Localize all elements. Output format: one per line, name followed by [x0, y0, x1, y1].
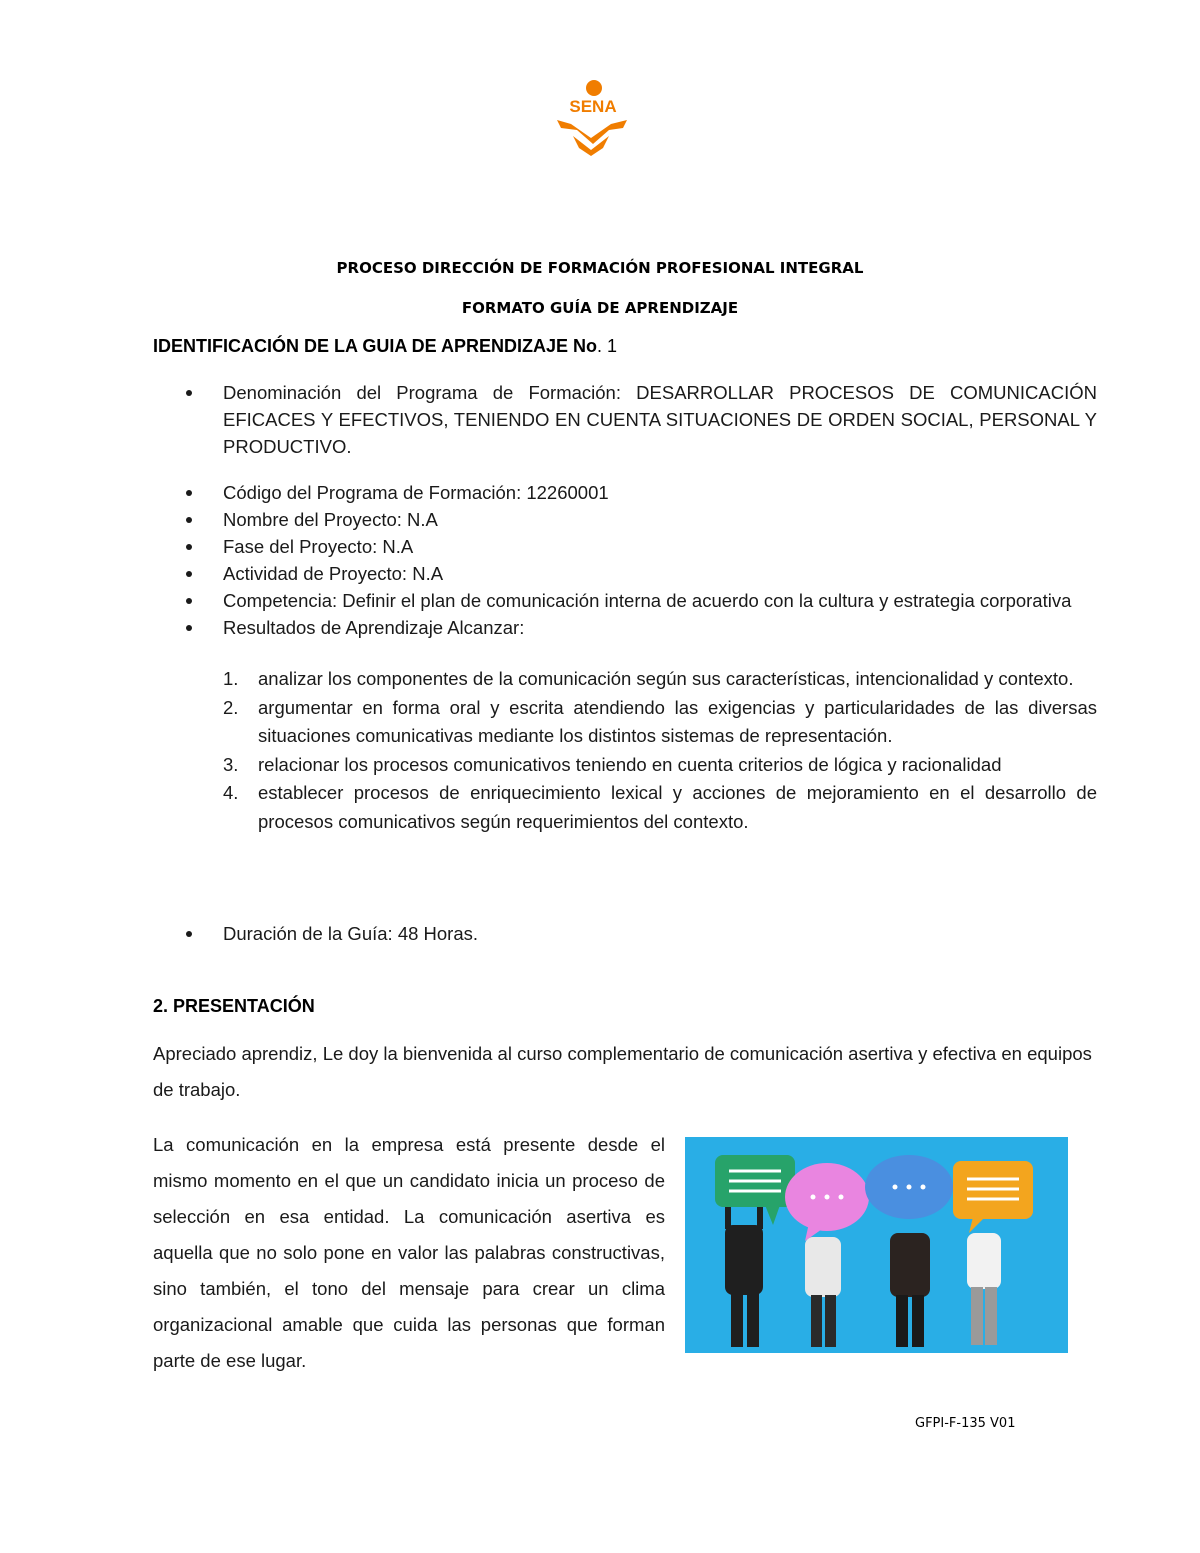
duration-item: Duración de la Guía: 48 Horas.	[153, 920, 1097, 947]
program-name-item: Denominación del Programa de Formación: DESARROLLAR PROCESOS DE COMUNICACIÓN EFICACES Y EFECTIVOS, TENIENDO EN CUENTA SITUACIONES DE ORDEN SOCIAL, PERSONAL Y PRODUCTIVO.	[153, 379, 1097, 460]
competence-item: Competencia: Definir el plan de comunicación interna de acuerdo con la cultura y estrategia corporativa	[153, 587, 1097, 614]
project-info-list	[153, 479, 1097, 641]
project-name-item: Nombre del Proyecto: N.A	[153, 506, 1097, 533]
project-phase-item: Fase del Proyecto: N.A	[153, 533, 1097, 560]
sena-logo	[551, 78, 635, 158]
speech-bubbles-photo	[685, 1137, 1068, 1353]
welcome-paragraph: Apreciado aprendiz, Le doy la bienvenida al curso complementario de comunicación asertiva y efectiva en equipos de trabajo.	[153, 1043, 1092, 1100]
results-label-item: Resultados de Aprendizaje Alcanzar:	[153, 614, 1097, 641]
guide-identification	[153, 336, 617, 357]
duration-list	[153, 920, 1097, 947]
learning-results-list	[223, 665, 1097, 836]
list-item: 4. establecer procesos de enriquecimiento lexical y acciones de mejoramiento en el desarrollo de procesos comunicativos según requerimientos del contexto.	[223, 782, 1097, 832]
list-item: 3. relacionar los procesos comunicativos teniendo en cuenta criterios de lógica y racionalidad	[223, 753, 1002, 775]
format-title: FORMATO GUÍA DE APRENDIZAJE	[461, 299, 739, 317]
document-code: GFPI-F-135 V01	[915, 1416, 1016, 1431]
list-item: 2. argumentar en forma oral y escrita atendiendo las exigencias y particularidades de las diversas situaciones comunicativas mediante los distintos sistemas de representación.	[223, 696, 1097, 746]
logo-text: SENA	[569, 97, 617, 116]
program-info-list	[153, 379, 1097, 460]
identification-label: IDENTIFICACIÓN DE LA GUIA DE APRENDIZAJE No	[153, 336, 598, 356]
list-item: 1. analizar los componentes de la comunicación según sus características, intencionalidad y contexto.	[223, 668, 1074, 689]
presentation-heading: 2. PRESENTACIÓN	[153, 996, 315, 1016]
program-code-item: Código del Programa de Formación: 12260001	[153, 479, 1097, 506]
project-activity-item: Actividad de Proyecto: N.A	[153, 560, 1097, 587]
process-title: PROCESO DIRECCIÓN DE FORMACIÓN PROFESIONAL INTEGRAL	[336, 259, 864, 277]
guide-number: . 1	[597, 336, 618, 356]
communication-paragraph: La comunicación en la empresa está presente desde el mismo momento en el que un candidato inicia un proceso de selección en esa entidad. La comunicación asertiva es aquella que no solo pone en valor las palabras constructivas, sino también, el tono del mensaje para crear un clima organizacional amable que cuida las personas que forman parte de ese lugar.	[153, 1134, 665, 1371]
